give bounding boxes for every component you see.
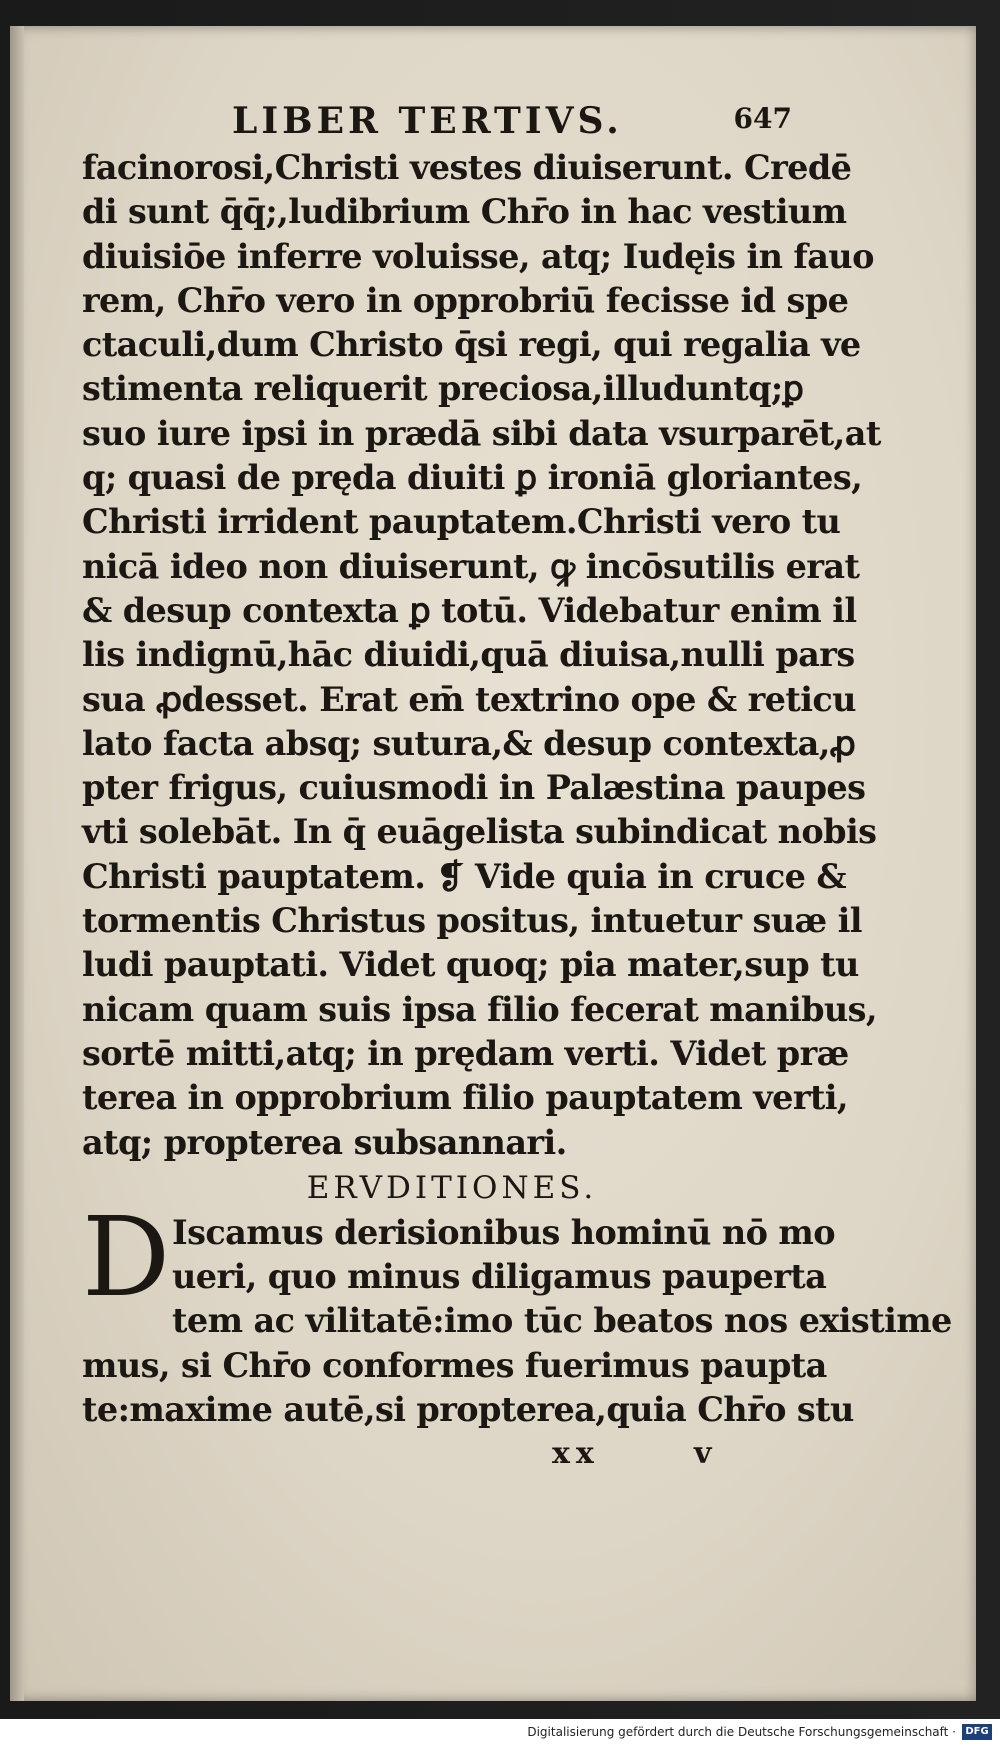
dfg-logo: DFG [962, 1724, 992, 1740]
running-head [82, 96, 822, 146]
text-line: Iscamus derisionibus hominū nō mo [172, 1212, 835, 1252]
text-line: rem, Chr̄o vero in opprobriū fecisse id spe [82, 280, 849, 320]
text-line: sua ꝓdesset. Erat em̄ textrino ope & reticu [82, 679, 856, 719]
body-paragraph [82, 146, 881, 1165]
text-line: tem ac vilitatē:imo tūc beatos nos existime [172, 1301, 952, 1341]
text-line: ueri, quo minus diligamus pauperta [172, 1257, 827, 1297]
text-line: vti solebāt. In q̄ euāgelista subindicat nobis [82, 812, 877, 852]
text-line: lato facta absq; sutura,& desup contexta,ꝓ [82, 723, 856, 763]
text-line: suo iure ipsi in prædā sibi data vsurparēt,at [82, 413, 881, 453]
page-gutter-edge [10, 26, 24, 1701]
text-line: ctaculi,dum Christo q̄si regi, qui regalia ve [82, 325, 861, 365]
text-line: nicam quam suis ipsa filio fecerat manibus, [82, 989, 877, 1029]
text-line: pter frigus, cuiusmodi in Palæstina paupes [82, 768, 866, 808]
erudition-paragraph [82, 1192, 952, 1432]
text-line: facinorosi,Christi vestes diuiserunt. Credē [82, 148, 852, 187]
digitization-credit: Digitalisierung gefördert durch die Deutsche Forschungsgemeinschaft · [527, 1725, 956, 1739]
text-line: & desup contexta ꝑ totū. Videbatur enim il [82, 590, 857, 630]
text-line: ludi pauptati. Videt quoq; pia mater,sup tu [82, 945, 859, 985]
text-line: q; quasi de pręda diuiti ꝑ ironiā gloriantes, [82, 458, 863, 498]
text-block [82, 96, 952, 1482]
book-page [10, 26, 976, 1701]
catchword: v [694, 1436, 718, 1472]
section-heading: ERVDITIONES. [306, 1169, 598, 1206]
text-line: Christi irrident pauptatem.Christi vero tu [82, 502, 841, 542]
text-line: Christi pauptatem. ❡ Vide quia in cruce & [82, 856, 847, 896]
text-line: lis indignū,hāc diuidi,quā diuisa,nulli pars [82, 635, 855, 675]
text-line: terea in opprobrium filio pauptatem verti, [82, 1078, 848, 1118]
drop-cap-initial: D [82, 1192, 171, 1321]
running-head-title: LIBER TERTIVS. [232, 100, 623, 142]
text-line: sortē mitti,atq; in prędam verti. Videt præ [82, 1033, 849, 1073]
text-line: atq; propterea subsannari. [82, 1122, 567, 1162]
text-line: diuisiōe inferre voluisse, atq; Iudęis in fauo [82, 236, 874, 276]
text-line: di sunt q̄q̄;,ludibrium Chr̄o in hac vestium [82, 192, 847, 232]
text-line: nicā ideo non diuiserunt, ꝙ incōsutilis erat [82, 546, 860, 586]
digitization-footer [0, 1719, 1000, 1747]
page-number: 647 [733, 102, 792, 135]
text-line: mus, si Chr̄o conformes fuerimus paupta [82, 1345, 827, 1385]
text-line: stimenta reliquerit preciosa,illuduntq;ꝑ [82, 369, 804, 409]
signature-line [82, 1432, 822, 1482]
text-line: tormentis Christus positus, intuetur suæ il [82, 901, 862, 941]
text-line: te:maxime autē,si propterea,quia Chr̄o stu [82, 1390, 854, 1430]
signature-mark: xx [552, 1436, 600, 1472]
